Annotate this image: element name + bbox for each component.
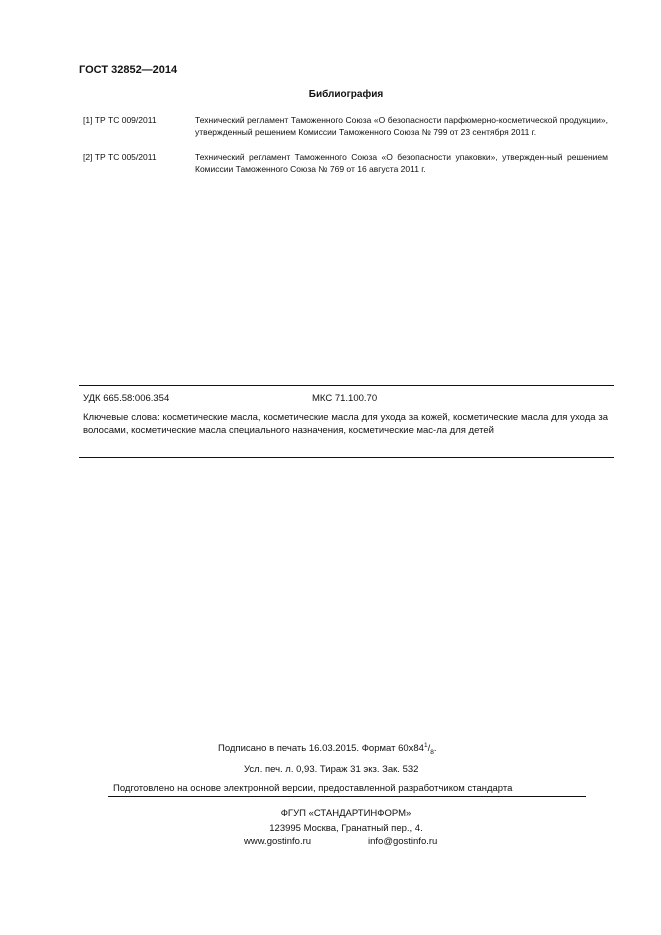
bottom-divider [79,457,614,458]
format-denominator: 8 [430,749,434,757]
top-divider [79,385,614,386]
website-link[interactable]: www.gostinfo.ru [244,836,312,847]
format-numerator: 1 [423,742,428,749]
bibliography-title: Библиография [308,89,384,100]
signed-to-print: Подписано в печать 16.03.2015. Формат $60х84^1/_8$. [218,742,437,757]
email-link[interactable]: info@gostinfo.ru [368,836,438,847]
keywords: Ключевые слова: косметические масла, косметические масла для ухода за кожей, косметические масла для ухода за волосами, косметические масла специального назначения, косметические мас-ла для детей [83,412,608,436]
signed-prefix: Подписано в печать 16.03.2015. Формат 60х84 [218,743,424,755]
prepared-underline [108,796,586,797]
reference-code-2: [2] ТР ТС 005/2011 [83,152,157,162]
publisher-name: ФГУП «СТАНДАРТИНФОРМ» [280,808,412,819]
reference-code-1: [1] ТР ТС 009/2011 [83,115,157,125]
reference-text-2: Технический регламент Таможенного Союза «О безопасности упаковки», утвержден-ный решением Комиссии Таможенного Союза № 769 от 16 августа 2011 г. [195,152,608,174]
signed-suffix: . [433,743,437,755]
publisher-address: 123995 Москва, Гранатный пер., 4. [269,823,423,834]
udk-code: УДК 665.58:006.354 [83,393,170,404]
mks-code: МКС 71.100.70 [312,393,378,404]
prepared-note: Подготовлено на основе электронной версии, предоставленной разработчиком стандарта [113,783,513,794]
reference-text-1: Технический регламент Таможенного Союза «О безопасности парфюмерно-косметической продукции», утвержденный решением Комиссии Таможенного Союза № 799 от 23 сентября 2011 г. [195,115,608,137]
standard-number: ГОСТ 32852—2014 [79,64,178,76]
print-info: Усл. печ. л. 0,93. Тираж 31 экз. Зак. 532 [244,764,419,775]
